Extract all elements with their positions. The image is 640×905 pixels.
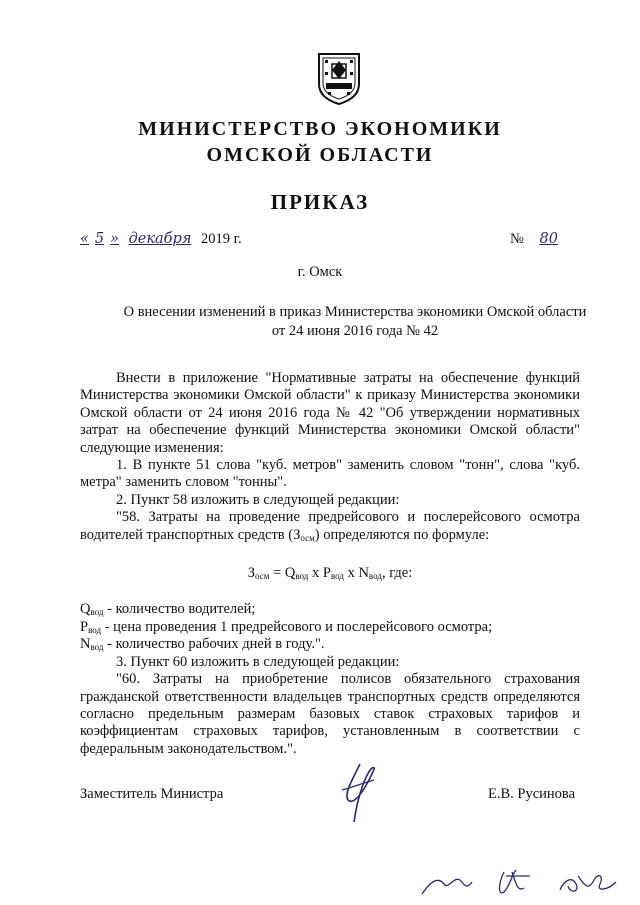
- ministry-title-line2: ОМСКОЙ ОБЛАСТИ: [206, 144, 434, 166]
- order-date: [80, 231, 242, 248]
- signatory-title: Заместитель Министра: [80, 786, 224, 802]
- intro-paragraph: Внести в приложение "Нормативные затраты на обеспечение функций Министерства экономики Омской области" к приказу Министерства экономики Омской области от 24 июня 2016 года № 42 "Об утверждении нормативных затрат на обеспечение функций Министерства экономики Омской области" следующие изменения:: [80, 370, 580, 456]
- number-value: 80: [539, 231, 558, 247]
- definition-n: $N_{вод}$ - количество рабочих дней в году.".: [80, 636, 325, 653]
- quote-close: »: [110, 231, 119, 247]
- date-day: 5: [94, 231, 105, 247]
- coat-of-arms-emblem: [316, 50, 362, 106]
- ministry-title-line1: МИНИСТЕРСТВО ЭКОНОМИКИ: [138, 118, 502, 140]
- city-name: г. Омск: [297, 264, 343, 280]
- order-number: [510, 231, 576, 248]
- date-year: 2019 г.: [201, 231, 242, 247]
- paragraph-58: "58. Затраты на проведение предрейсового и послерейсового осмотра водителей транспортных средств $(З_{осм})$ определяются по формуле:: [80, 509, 580, 543]
- item-3: 3. Пункт 60 изложить в следующей редакции:: [116, 653, 400, 670]
- item-1: 1. В пункте 51 слова "куб. метров" заменить словом "тонн", слова "куб. метра" заменить словом "тонны".: [80, 457, 580, 491]
- definition-p: $P_{вод}$ - цена проведения 1 предрейсового и послерейсового осмотра;: [80, 618, 493, 635]
- paragraph-60: "60. Затраты на приобретение полисов обязательного страхования гражданской ответственности владельцев транспортных средств определяются согласно предельным размерам базовых ставок страховых тарифов и коэффициентам страховых тарифов, установленным в соответствии с федеральным законодательством.".: [80, 671, 580, 757]
- formula: $З_{осм} = Q_{вод}$ х $P_{вод}$ х $N_{вод}$, где:: [247, 565, 413, 582]
- approval-initials: [420, 862, 620, 902]
- order-body: [80, 370, 580, 758]
- quote-open: «: [80, 231, 89, 247]
- signatory-name: Е.В. Русинова: [488, 786, 576, 802]
- number-label: №: [510, 231, 524, 247]
- handwritten-signature: [330, 760, 390, 824]
- definition-q: $Q_{вод}$ - количество водителей;: [80, 601, 256, 618]
- order-subject: О внесении изменений в приказ Министерства экономики Омской области от 24 июня 2016 года № 42: [123, 304, 587, 339]
- date-month: декабря: [128, 231, 192, 247]
- item-2: 2. Пункт 58 изложить в следующей редакции:: [116, 491, 400, 508]
- document-type-title: ПРИКАЗ: [270, 190, 370, 214]
